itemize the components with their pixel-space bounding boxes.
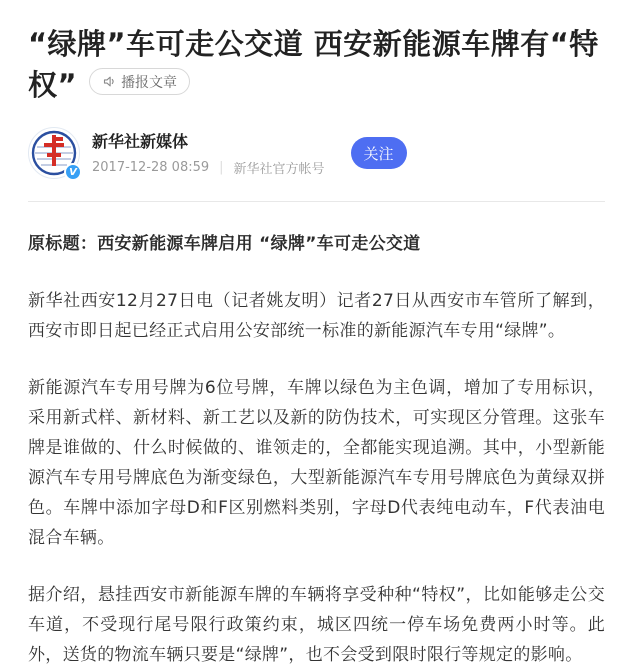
article-title-text: “绿牌”车可走公交道 西安新能源车牌有“特权” [28,27,599,102]
article-title [28,24,605,106]
paragraph-plate-details: 新能源汽车专用号牌为6位号牌，车牌以绿色为主色调，增加了专用标识，采用新式样、新材料、新工艺以及新的防伪技术，可实现区分管理。这张车牌是谁做的、什么时候做的、谁领走的，全都能实现追溯。其中，小型新能源汽车专用号牌底色为渐变绿色，大型新能源汽车专用号牌底色为黄绿双拼色。车牌中添加字母D和F区别燃料类别，字母D代表纯电动车，F代表油电混合车辆。 [28,378,605,548]
publisher-info [92,129,325,177]
verified-badge-icon: V [64,163,82,181]
paragraph-privileges: 据介绍，悬挂西安市新能源车牌的车辆将享受种种“特权”，比如能够走公交车道，不受现行尾号限行政策约束，城区四统一停车场免费两小时等。此外，送货的物流车辆只要是“绿牌”，也不会受到限时限行等规定的影响。 [28,585,605,665]
official-account-label: 新华社官方帐号 [233,162,325,177]
broadcast-label: 播报文章 [121,74,178,91]
publisher-meta [92,158,325,177]
paragraph-original-title: 原标题：西安新能源车牌启用 “绿牌”车可走公交道 [28,234,421,254]
meta-separator: | [219,160,224,175]
follow-button[interactable]: 关注 [351,137,407,169]
avatar[interactable] [28,127,80,179]
publisher-name[interactable]: 新华社新媒体 [92,132,189,151]
publisher-row [28,127,605,179]
publish-date: 2017-12-28 08:59 [92,160,210,175]
speaker-icon [102,74,117,89]
paragraph-lead: 新华社西安12月27日电（记者姚友明）记者27日从西安市车管所了解到，西安市即日起已经正式启用公安部统一标准的新能源汽车专用“绿牌”。 [28,291,605,341]
broadcast-article-button[interactable] [89,68,190,95]
divider [28,201,605,202]
